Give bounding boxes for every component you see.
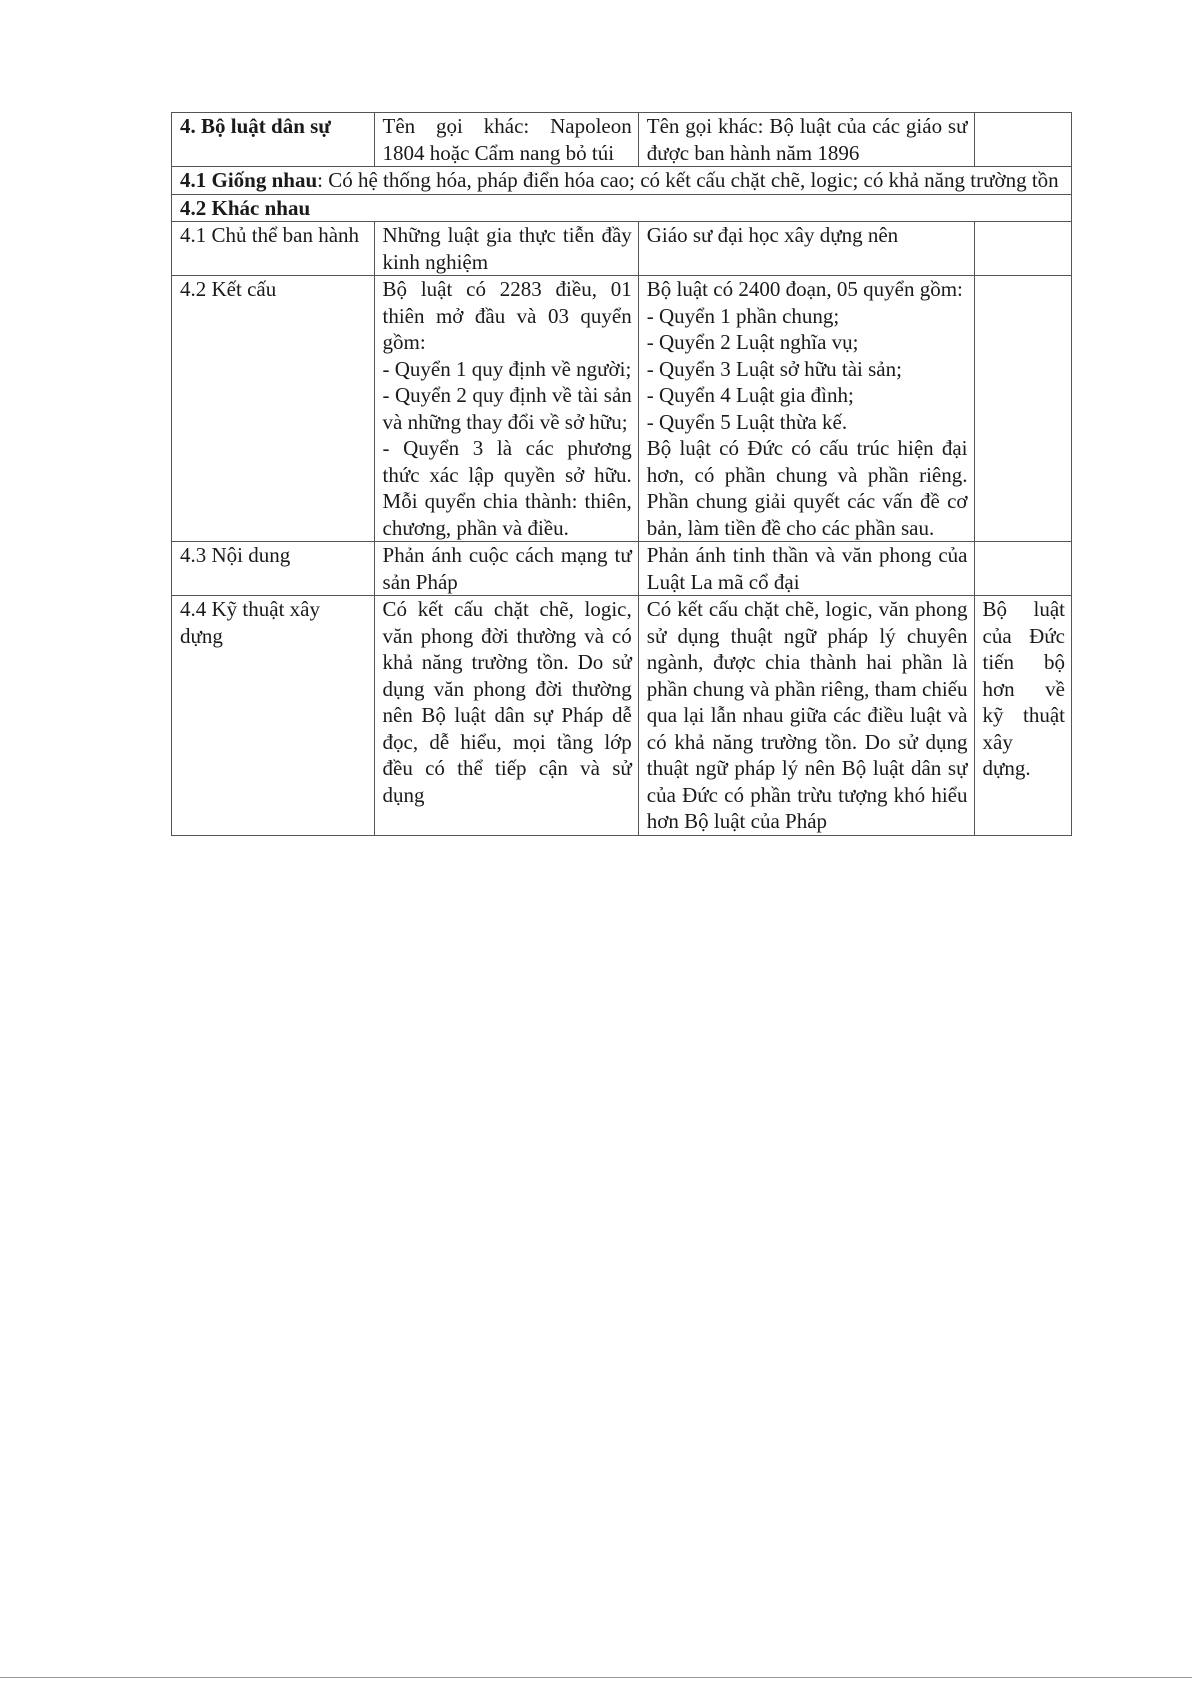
empty-cell (974, 113, 1072, 167)
france-structure-intro: Bộ luật có 2283 điều, 01 thiên mở đầu và 03 quyển gồm: (382, 277, 632, 354)
germany-cell: Có kết cấu chặt chẽ, logic, văn phong sử dụng thuật ngữ pháp lý chuyên ngành, được chia thành hai phần là phần chung và phần riêng, tham chiếu qua lại lẫn nhau giữa các điều luật và có khả năng trường tồn. Do sử dụng thuật ngữ pháp lý nên Bộ luật dân sự của Đức có phần trừu tượng khó hiểu hơn Bộ luật của Pháp (638, 596, 974, 836)
page-bottom-rule (0, 1677, 1192, 1678)
row-label: 4.4 Kỹ thuật xây dựng (172, 596, 375, 836)
france-cell: Có kết cấu chặt chẽ, logic, văn phong đời thường và có khả năng trường tồn. Do sử dụng văn phong đời thường nên Bộ luật dân sự Pháp dễ đọc, dễ hiểu, mọi tầng lớp đều có thể tiếp cận và sử dụng (374, 596, 638, 836)
germany-cell (638, 276, 974, 542)
germany-cell: Phản ánh tinh thần và văn phong của Luật La mã cổ đại (638, 542, 974, 596)
list-item: - Quyển 4 Luật gia đình; (646, 383, 854, 407)
germany-cell: Giáo sư đại học xây dựng nên (638, 222, 974, 276)
france-alias-cell: Tên gọi khác: Napoleon 1804 hoặc Cẩm nang bỏ túi (374, 113, 638, 167)
germany-alias-cell: Tên gọi khác: Bộ luật của các giáo sư được ban hành năm 1896 (638, 113, 974, 167)
table-row-similar (172, 167, 1072, 195)
list-item: - Quyển 5 Luật thừa kế. (646, 409, 848, 434)
empty-cell (974, 276, 1072, 542)
list-item: - Quyển 3 là các phương thức xác lập quyền sở hữu. Mỗi quyển chia thành: thiên, chương, phần và điều. (382, 436, 632, 540)
similar-text: : Có hệ thống hóa, pháp điển hóa cao; có kết cấu chặt chẽ, logic; có khả năng trường tồn (317, 168, 1059, 192)
france-cell: Những luật gia thực tiễn đầy kinh nghiệm (374, 222, 638, 276)
similar-label: 4.1 Giống nhau (180, 168, 318, 192)
table-row-structure (172, 276, 1072, 542)
list-item: - Quyển 2 quy định về tài sản và những thay đổi về sở hữu; (382, 383, 632, 434)
row-label: 4.1 Chủ thể ban hành (172, 222, 375, 276)
comparison-table (171, 112, 1072, 836)
table-row-content (172, 542, 1072, 596)
france-cell: Phản ánh cuộc cách mạng tư sản Pháp (374, 542, 638, 596)
table-row-header (172, 113, 1072, 167)
table-row-different (172, 194, 1072, 222)
table-row-technique (172, 596, 1072, 836)
row-label: 4.2 Kết cấu (172, 276, 375, 542)
list-item: - Quyển 1 phần chung; (646, 303, 840, 328)
empty-cell (974, 222, 1072, 276)
list-item: - Quyển 2 Luật nghĩa vụ; (646, 330, 859, 354)
similar-cell (172, 167, 1072, 195)
list-item: - Quyển 1 quy định về người; (382, 356, 632, 381)
row-label: 4.3 Nội dung (172, 542, 375, 596)
germany-structure-outro: Bộ luật có Đức có cấu trúc hiện đại hơn, có phần chung và phần riêng. Phần chung giải quyết các vấn đề cơ bản, làm tiền đề cho các phần sau. (646, 436, 968, 540)
conclusion-cell: Bộ luật của Đức tiến bộ hơn về kỹ thuật xây dựng. (974, 596, 1072, 836)
france-cell (374, 276, 638, 542)
table-row-issuer (172, 222, 1072, 276)
empty-cell (974, 542, 1072, 596)
different-label: 4.2 Khác nhau (172, 194, 1072, 222)
germany-structure-intro: Bộ luật có 2400 đoạn, 05 quyển gồm: (646, 277, 963, 301)
section-title-cell: 4. Bộ luật dân sự (172, 113, 375, 167)
list-item: - Quyển 3 Luật sở hữu tài sản; (646, 356, 902, 381)
